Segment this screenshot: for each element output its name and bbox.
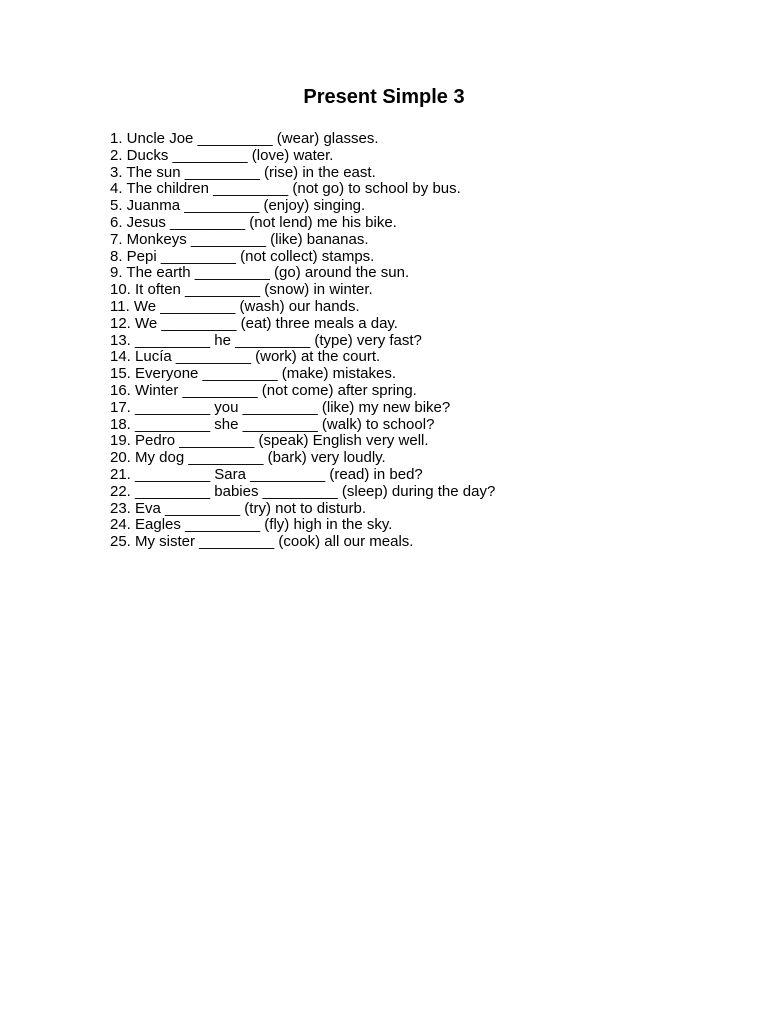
exercise-sentence-17: 17. _________ you _________ (like) my new bike?: [110, 398, 451, 416]
exercise-sentence-13: 13. _________ he _________ (type) very fast?: [110, 331, 422, 349]
exercise-sentence-4: 4. The children _________ (not go) to school by bus.: [110, 180, 461, 198]
exercise-sentence-11: 11. We _________ (wash) our hands.: [110, 297, 360, 315]
exercise-sentence-10: 10. It often _________ (snow) in winter.: [110, 281, 373, 299]
exercise-sentence-20: 20. My dog _________ (bark) very loudly.: [110, 449, 386, 467]
exercise-sentence-25: 25. My sister _________ (cook) all our meals.: [110, 533, 414, 551]
exercise-sentence-19: 19. Pedro _________ (speak) English very well.: [110, 432, 429, 450]
exercise-sentence-22: 22. _________ babies _________ (sleep) during the day?: [110, 482, 496, 500]
exercise-sentence-23: 23. Eva _________ (try) not to disturb.: [110, 499, 366, 517]
page-title: Present Simple 3: [303, 86, 465, 108]
exercise-sentence-9: 9. The earth _________ (go) around the sun.: [110, 264, 410, 282]
exercise-sentence-14: 14. Lucía _________ (work) at the court.: [110, 348, 381, 366]
exercise-sentence-3: 3. The sun _________ (rise) in the east.: [110, 163, 376, 181]
exercise-sentence-5: 5. Juanma _________ (enjoy) singing.: [110, 197, 366, 215]
exercise-sentence-16: 16. Winter _________ (not come) after spring.: [110, 381, 417, 399]
exercise-sentence-18: 18. _________ she _________ (walk) to school?: [110, 415, 435, 433]
exercise-sentence-7: 7. Monkeys _________ (like) bananas.: [110, 230, 369, 248]
exercise-sentence-24: 24. Eagles _________ (fly) high in the sky.: [110, 516, 393, 534]
exercise-sentence-2: 2. Ducks _________ (love) water.: [110, 146, 334, 164]
exercise-list: [110, 131, 495, 551]
exercise-sentence-12: 12. We _________ (eat) three meals a day.: [110, 314, 398, 332]
exercise-sentence-1: 1. Uncle Joe _________ (wear) glasses.: [110, 130, 379, 147]
exercise-sentence-8: 8. Pepi _________ (not collect) stamps.: [110, 247, 375, 265]
exercise-sentence-21: 21. _________ Sara _________ (read) in bed?: [110, 465, 423, 483]
exercise-sentence-6: 6. Jesus _________ (not lend) me his bike.: [110, 213, 397, 231]
exercise-sentence-15: 15. Everyone _________ (make) mistakes.: [110, 365, 396, 383]
